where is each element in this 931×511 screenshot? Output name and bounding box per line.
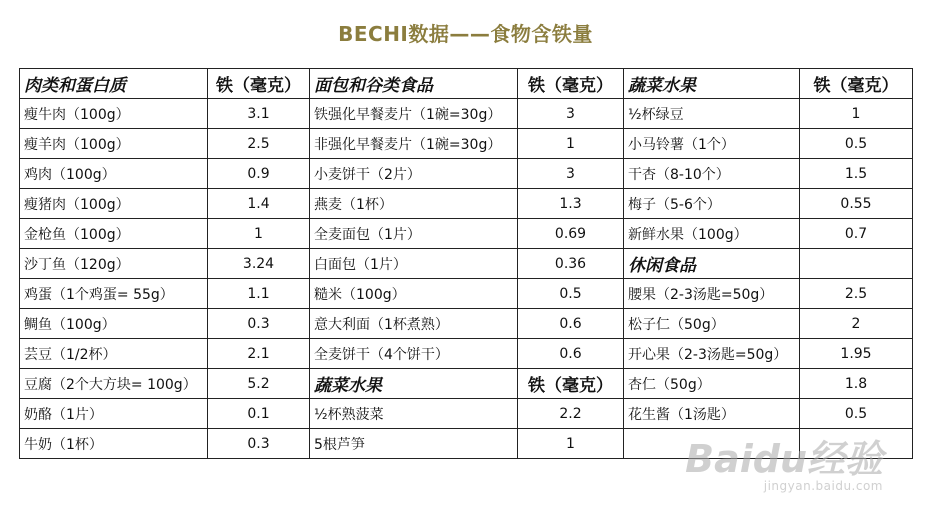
iron-value-cell bbox=[800, 249, 913, 279]
food-name-cell: 白面包（1片） bbox=[310, 249, 518, 279]
page-title: BECHI数据——食物含铁量 bbox=[338, 22, 593, 46]
iron-value-cell: 1 bbox=[208, 219, 310, 249]
table-row bbox=[20, 219, 913, 249]
food-name-cell: 新鲜水果（100g） bbox=[624, 219, 800, 249]
watermark-logo: Baidu经验 bbox=[685, 437, 883, 481]
food-name-cell: 全麦饼干（4个饼干） bbox=[310, 339, 518, 369]
food-name-cell: 杏仁（50g） bbox=[624, 369, 800, 399]
iron-value-cell: 0.5 bbox=[800, 129, 913, 159]
food-name-cell: 铁强化早餐麦片（1碗=30g） bbox=[310, 99, 518, 129]
food-name-cell: ½杯绿豆 bbox=[624, 99, 800, 129]
iron-value-cell: 0.6 bbox=[518, 309, 624, 339]
iron-value-cell: 2.1 bbox=[208, 339, 310, 369]
iron-value-cell: 1.95 bbox=[800, 339, 913, 369]
iron-value-cell: 0.5 bbox=[518, 279, 624, 309]
food-name-cell: 梅子（5-6个） bbox=[624, 189, 800, 219]
food-name-cell: 花生酱（1汤匙） bbox=[624, 399, 800, 429]
table-row bbox=[20, 399, 913, 429]
food-name-cell: 鲷鱼（100g） bbox=[20, 309, 208, 339]
iron-value-cell: 0.1 bbox=[208, 399, 310, 429]
iron-value-cell: 1.3 bbox=[518, 189, 624, 219]
section-header-snacks: 休闲食品 bbox=[624, 249, 800, 279]
section-header-vegetables: 蔬菜水果 bbox=[310, 369, 518, 399]
iron-value-cell: 1.8 bbox=[800, 369, 913, 399]
food-name-cell: 燕麦（1杯） bbox=[310, 189, 518, 219]
food-name-cell: 5根芦笋 bbox=[310, 429, 518, 459]
iron-value-cell: 3.1 bbox=[208, 99, 310, 129]
food-name-cell: 金枪鱼（100g） bbox=[20, 219, 208, 249]
table-row bbox=[20, 429, 913, 459]
iron-value-cell: 0.3 bbox=[208, 309, 310, 339]
iron-value-cell: 0.5 bbox=[800, 399, 913, 429]
iron-content-table bbox=[19, 68, 913, 459]
iron-value-cell: 3 bbox=[518, 99, 624, 129]
food-name-cell: 牛奶（1杯） bbox=[20, 429, 208, 459]
table-row bbox=[20, 309, 913, 339]
iron-value-cell: 1.5 bbox=[800, 159, 913, 189]
iron-value-cell: 1.1 bbox=[208, 279, 310, 309]
food-name-cell: 芸豆（1/2杯） bbox=[20, 339, 208, 369]
food-name-cell: 意大利面（1杯煮熟） bbox=[310, 309, 518, 339]
iron-value-cell: 0.36 bbox=[518, 249, 624, 279]
header-iron-unit: 铁（毫克） bbox=[518, 69, 624, 99]
watermark-url: jingyan.baidu.com bbox=[763, 479, 883, 493]
iron-value-cell: 2.2 bbox=[518, 399, 624, 429]
iron-value-cell: 3 bbox=[518, 159, 624, 189]
iron-value-cell: 1 bbox=[518, 129, 624, 159]
table-row bbox=[20, 99, 913, 129]
iron-value-cell: 0.9 bbox=[208, 159, 310, 189]
food-name-cell: 小马铃薯（1个） bbox=[624, 129, 800, 159]
food-name-cell bbox=[624, 429, 800, 459]
iron-value-cell: 1.4 bbox=[208, 189, 310, 219]
food-name-cell: 豆腐（2个大方块= 100g） bbox=[20, 369, 208, 399]
food-name-cell: 松子仁（50g） bbox=[624, 309, 800, 339]
header-bread-grain: 面包和谷类食品 bbox=[310, 69, 518, 99]
iron-value-cell: 2.5 bbox=[800, 279, 913, 309]
table-row bbox=[20, 279, 913, 309]
food-name-cell: 瘦牛肉（100g） bbox=[20, 99, 208, 129]
iron-value-cell: 2 bbox=[800, 309, 913, 339]
food-name-cell: 鸡蛋（1个鸡蛋= 55g） bbox=[20, 279, 208, 309]
food-name-cell: 开心果（2-3汤匙=50g） bbox=[624, 339, 800, 369]
header-meat-protein: 肉类和蛋白质 bbox=[20, 69, 208, 99]
food-name-cell: 鸡肉（100g） bbox=[20, 159, 208, 189]
iron-value-cell: 0.6 bbox=[518, 339, 624, 369]
header-iron-unit: 铁（毫克） bbox=[800, 69, 913, 99]
iron-value-cell: 1 bbox=[518, 429, 624, 459]
table-row bbox=[20, 249, 913, 279]
iron-value-cell: 0.69 bbox=[518, 219, 624, 249]
iron-value-cell bbox=[800, 429, 913, 459]
food-name-cell: 非强化早餐麦片（1碗=30g） bbox=[310, 129, 518, 159]
table-row bbox=[20, 189, 913, 219]
header-veg-fruit: 蔬菜水果 bbox=[624, 69, 800, 99]
iron-value-cell: 2.5 bbox=[208, 129, 310, 159]
food-name-cell: 沙丁鱼（120g） bbox=[20, 249, 208, 279]
iron-value-cell: 0.3 bbox=[208, 429, 310, 459]
food-name-cell: 小麦饼干（2片） bbox=[310, 159, 518, 189]
iron-value-cell: 5.2 bbox=[208, 369, 310, 399]
iron-value-cell: 0.55 bbox=[800, 189, 913, 219]
food-name-cell: 瘦羊肉（100g） bbox=[20, 129, 208, 159]
food-name-cell: 腰果（2-3汤匙=50g） bbox=[624, 279, 800, 309]
table-row bbox=[20, 369, 913, 399]
table-row bbox=[20, 129, 913, 159]
food-name-cell: 奶酪（1片） bbox=[20, 399, 208, 429]
table-row bbox=[20, 159, 913, 189]
table-header-row bbox=[20, 69, 913, 99]
iron-value-cell: 1 bbox=[800, 99, 913, 129]
food-name-cell: ½杯熟菠菜 bbox=[310, 399, 518, 429]
table-row bbox=[20, 339, 913, 369]
food-name-cell: 糙米（100g） bbox=[310, 279, 518, 309]
food-name-cell: 干杏（8-10个） bbox=[624, 159, 800, 189]
food-name-cell: 瘦猪肉（100g） bbox=[20, 189, 208, 219]
header-iron-unit: 铁（毫克） bbox=[518, 369, 624, 399]
header-iron-unit: 铁（毫克） bbox=[208, 69, 310, 99]
iron-value-cell: 3.24 bbox=[208, 249, 310, 279]
food-name-cell: 全麦面包（1片） bbox=[310, 219, 518, 249]
iron-value-cell: 0.7 bbox=[800, 219, 913, 249]
